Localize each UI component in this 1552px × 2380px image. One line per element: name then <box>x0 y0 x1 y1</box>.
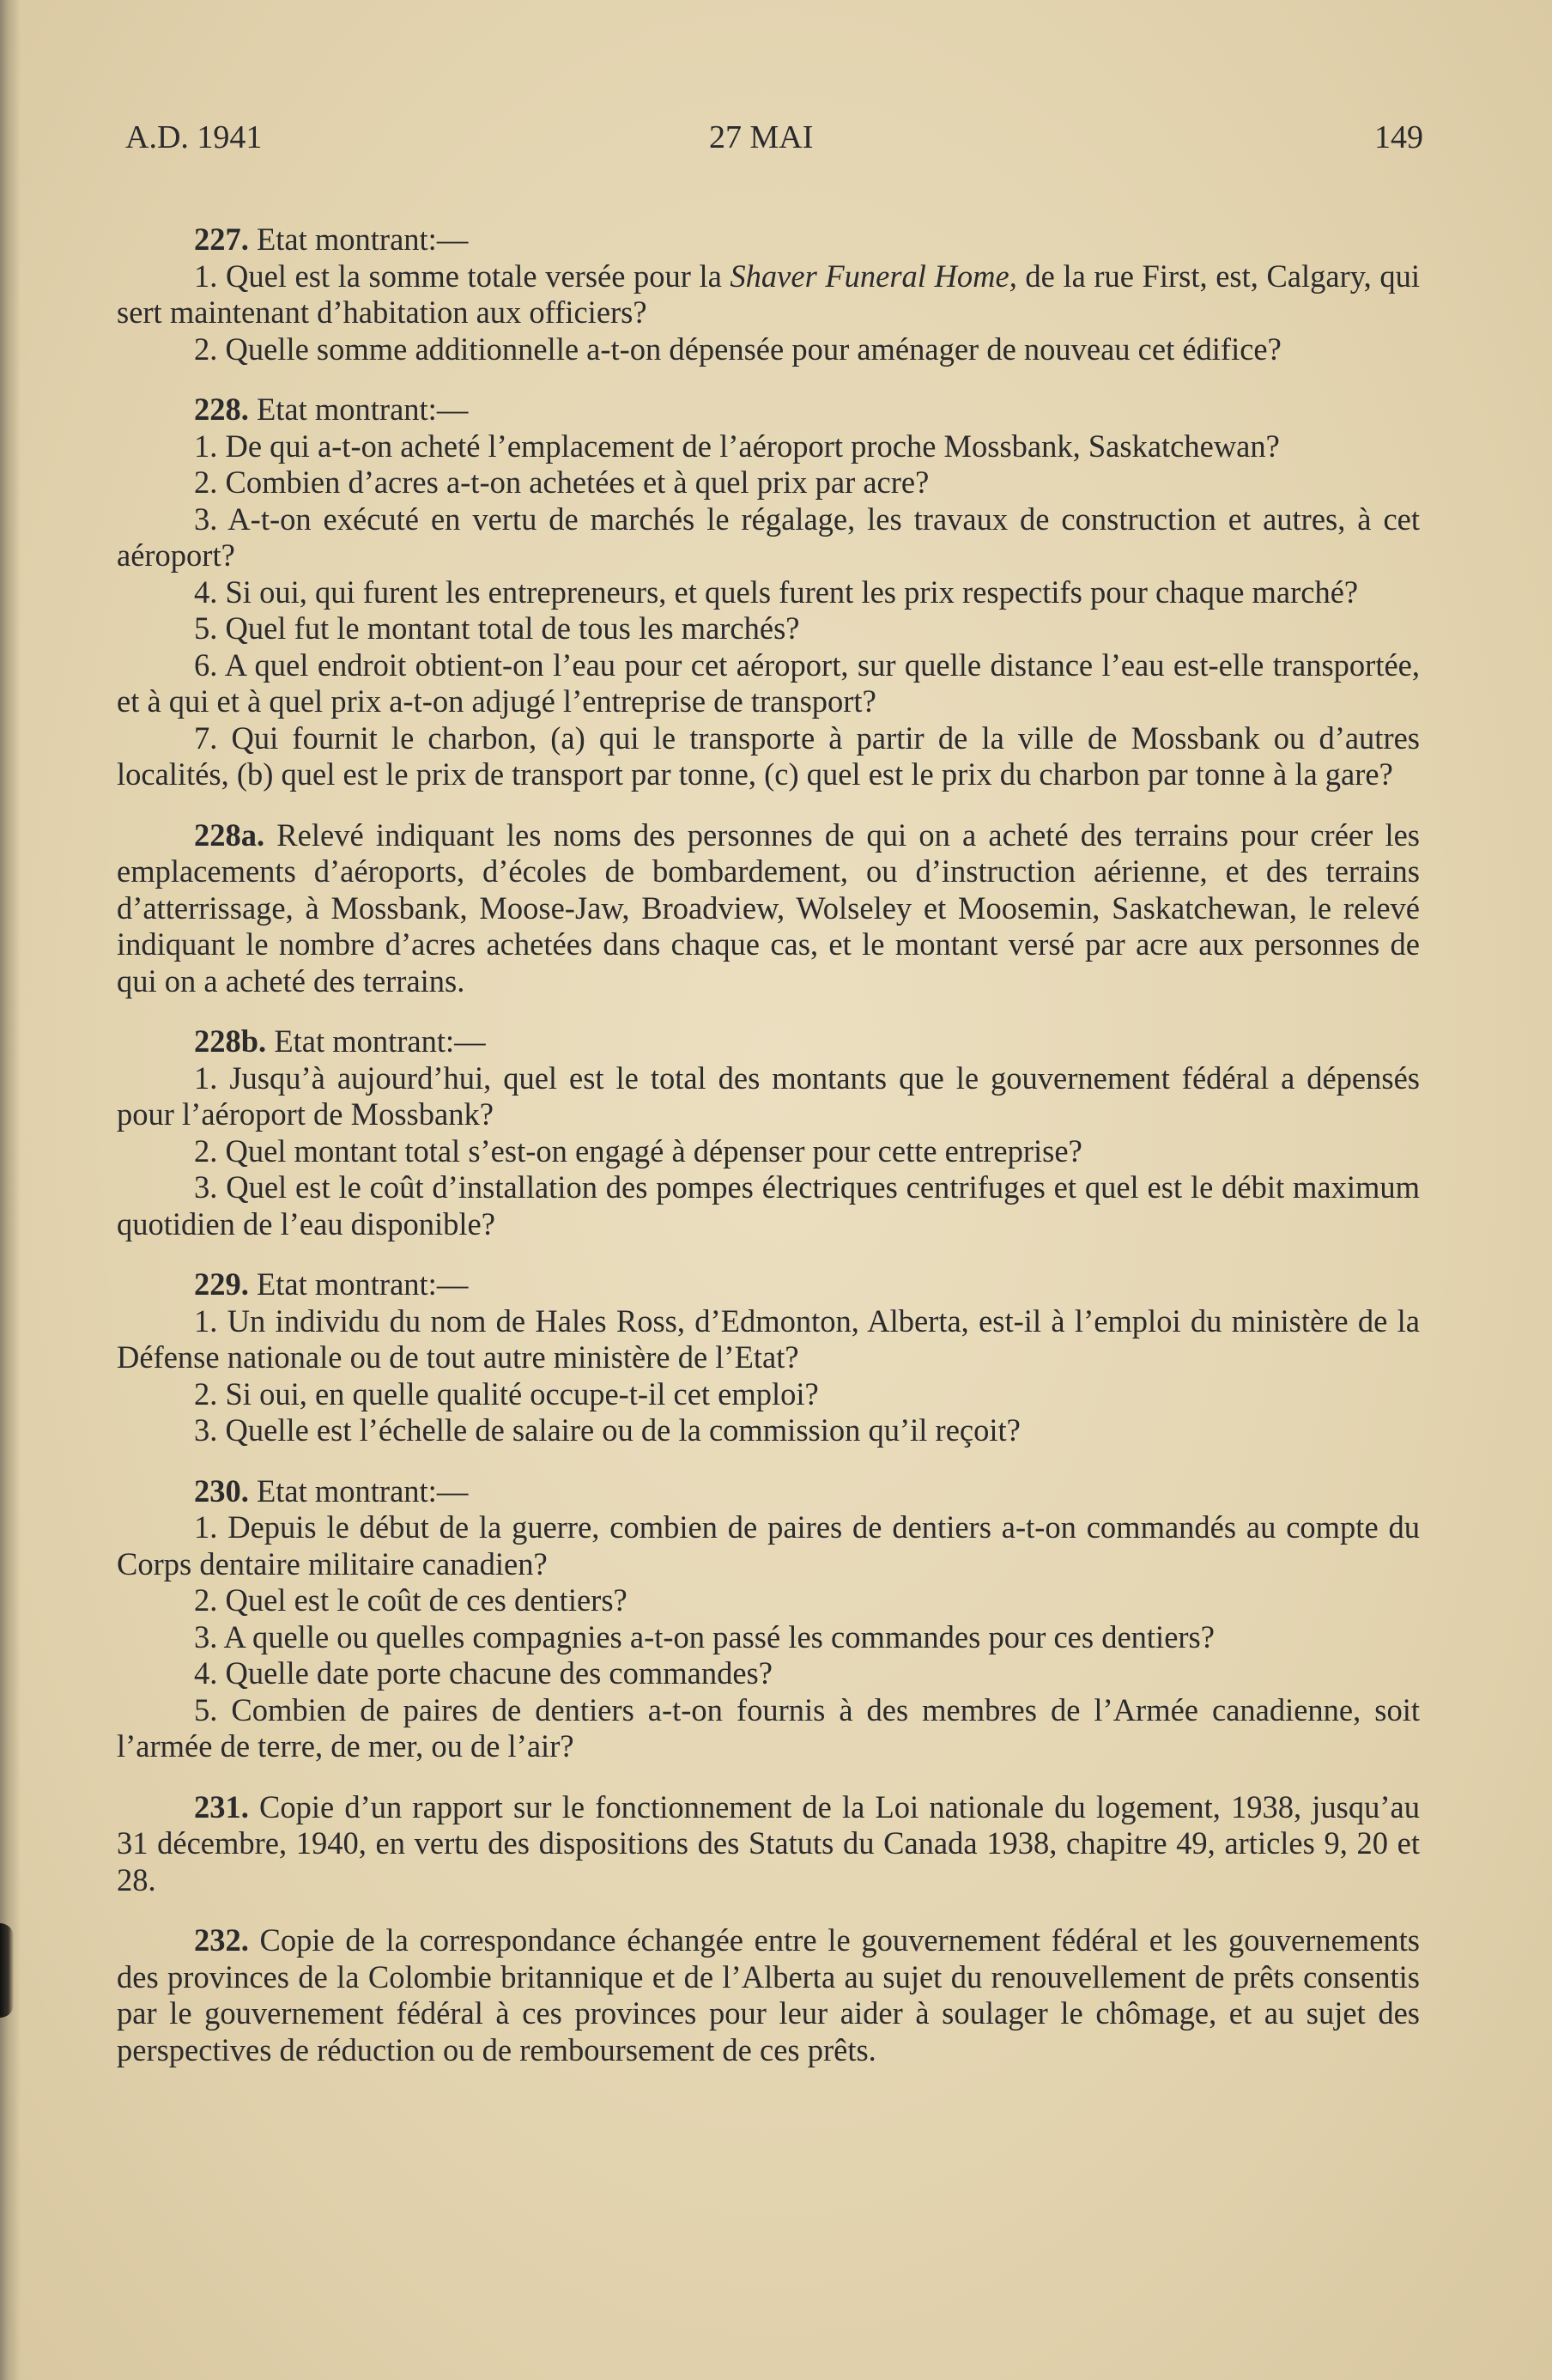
entry-number: 231. <box>194 1788 249 1824</box>
header-year: A.D. 1941 <box>125 119 263 155</box>
entry-item: 3. Quelle est l’échelle de salaire ou de la commission qu’il reçoit? <box>194 1412 1021 1448</box>
entry-230 <box>117 1473 1420 1765</box>
document-body <box>117 222 1420 2092</box>
entry-heading <box>117 817 1420 1000</box>
entry-number: 228a. <box>194 817 265 853</box>
entry-item: 2. Quelle somme additionnelle a-t-on dépensée pour aménager de nouveau cet édifice? <box>194 331 1282 367</box>
entry-number: 228b. <box>194 1023 267 1059</box>
entry-intro: Etat montrant:— <box>248 1472 469 1509</box>
entry-number: 232. <box>194 1922 249 1958</box>
entry-intro: Etat montrant:— <box>248 392 469 427</box>
entry-intro: Copie d’un rapport sur le fonctionnement de la Loi nationale du logement, 1938, jusqu’au 31 décembre, 1940, en vertu des dispositions des Statuts du Canada 1938, chapitre 49, articles 9, 20 et 28. <box>117 1788 1420 1897</box>
entry-item: 5. Combien de paires de dentiers a-t-on fournis à des membres de l’Armée canadienne, soit l’armée de terre, de mer, ou de l’air? <box>117 1691 1420 1764</box>
entry-item: 2. Quel est le coût de ces dentiers? <box>194 1582 627 1618</box>
entry-228a <box>117 817 1420 1000</box>
entry-item: 2. Si oui, en quelle qualité occupe-t-il cet emploi? <box>194 1375 819 1412</box>
entry-heading <box>117 1473 1420 1510</box>
italic-name: Shaver Funeral Home, <box>730 258 1017 294</box>
entry-228b <box>117 1023 1420 1242</box>
entry-item: 3. A-t-on exécuté en vertu de marchés le régalage, les travaux de construction et autres, à cet aéroport? <box>117 501 1420 573</box>
entry-heading <box>117 392 1420 428</box>
entry-item: 1. Un individu du nom de Hales Ross, d’Edmonton, Alberta, est-il à l’emploi du ministère de la Défense nationale ou de tout autre ministère de l’Etat? <box>117 1302 1420 1375</box>
page-number: 149 <box>1374 119 1423 155</box>
header-date: 27 MAI <box>709 119 814 155</box>
entry-228 <box>117 392 1420 793</box>
entry-item: 5. Quel fut le montant total de tous les marchés? <box>194 610 800 646</box>
entry-intro: Etat montrant:— <box>248 1266 469 1302</box>
entry-item: 1. Jusqu’à aujourd’hui, quel est le total des montants que le gouvernement fédéral a dépensés pour l’aéroport de Mossbank? <box>117 1059 1420 1132</box>
entry-item: 1. Depuis le début de la guerre, combien de paires de dentiers a-t-on commandés au compte du Corps dentaire militaire canadien? <box>117 1509 1420 1582</box>
entry-item: 6. A quel endroit obtient-on l’eau pour cet aéroport, sur quelle distance l’eau est-elle transportée, et à qui et à quel prix a-t-on adjugé l’entreprise de transport? <box>117 647 1420 719</box>
entry-item: 4. Si oui, qui furent les entrepreneurs, et quels furent les prix respectifs pour chaque marché? <box>194 574 1359 610</box>
entry-intro: Etat montrant:— <box>248 222 469 257</box>
entry-item: 3. A quelle ou quelles compagnies a-t-on passé les commandes pour ces dentiers? <box>194 1618 1215 1654</box>
entry-item: 2. Quel montant total s’est-on engagé à dépenser pour cette entreprise? <box>194 1132 1082 1169</box>
entry-232 <box>117 1922 1420 2068</box>
entry-227 <box>117 222 1420 367</box>
entry-number: 227. <box>194 222 249 257</box>
entry-item: 4. Quelle date porte chacune des commandes? <box>194 1655 773 1691</box>
entry-item: 7. Qui fournit le charbon, (a) qui le transporte à partir de la ville de Mossbank ou d’autres localités, (b) quel est le prix de transport par tonne, (c) quel est le prix du charbon par tonne à la gare? <box>117 719 1420 792</box>
entry-item: 1. Quel est la somme totale versée pour la Shaver Funeral Home, de la rue First, est, Calgary, qui sert maintenant d’habitation aux officiers? <box>117 258 1420 330</box>
entry-number: 228. <box>194 392 249 427</box>
entry-intro: Relevé indiquant les noms des personnes de qui on a acheté des terrains pour créer les emplacements d’aéroports, d’écoles de bombardement, ou d’instruction aérienne, et des terrains d’atterrissage, à Mossbank, Moose-Jaw, Broadview, Wolseley et Moosemin, Saskatchewan, le relevé indiquant le nombre d’acres achetées dans chaque cas, et le montant versé par acre aux personnes de qui on a acheté des terrains. <box>117 817 1420 999</box>
entry-number: 229. <box>194 1266 249 1302</box>
entry-intro: Etat montrant:— <box>266 1023 486 1059</box>
entry-229 <box>117 1266 1420 1449</box>
entry-number: 230. <box>194 1472 249 1509</box>
entry-item: 2. Combien d’acres a-t-on achetées et à quel prix par acre? <box>194 464 930 500</box>
entry-heading <box>117 1789 1420 1899</box>
binding-edge-mark <box>0 1923 14 2018</box>
entry-heading <box>117 1266 1420 1303</box>
entry-heading <box>117 1922 1420 2068</box>
entry-item: 1. De qui a-t-on acheté l’emplacement de l’aéroport proche Mossbank, Saskatchewan? <box>194 428 1280 464</box>
page-header <box>125 118 1423 167</box>
entry-heading <box>117 1023 1420 1060</box>
entry-item: 3. Quel est le coût d’installation des pompes électriques centrifuges et quel est le débit maximum quotidien de l’eau disponible? <box>117 1169 1420 1242</box>
entry-heading <box>117 222 1420 258</box>
entry-intro: Copie de la correspondance échangée entre le gouvernement fédéral et les gouvernements des provinces de la Colombie britannique et de l’Alberta au sujet du renouvellement de prêts consentis par le gouvernement fédéral à ces provinces pour leur aider à soulager le chômage, et au sujet des perspectives de réduction ou de remboursement de ces prêts. <box>117 1922 1420 2067</box>
entry-231 <box>117 1789 1420 1899</box>
binding-edge-shadow <box>0 0 21 2380</box>
